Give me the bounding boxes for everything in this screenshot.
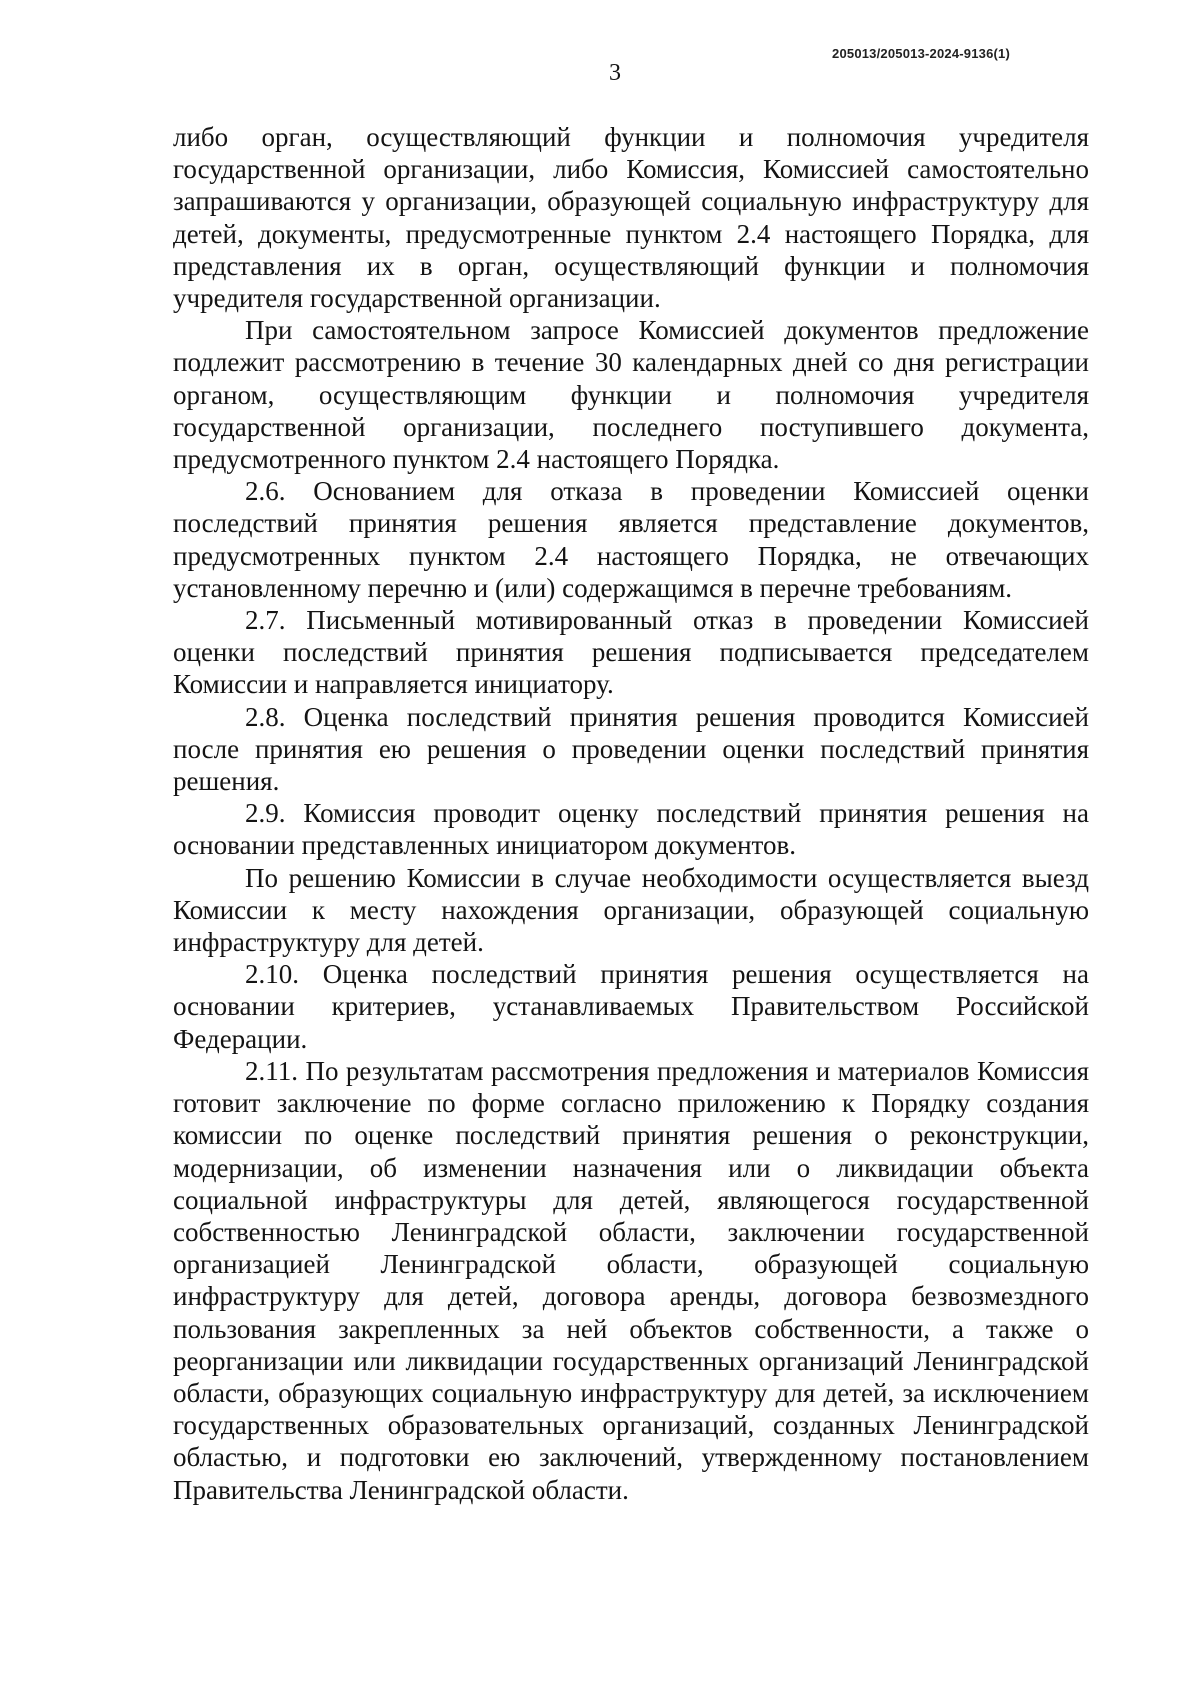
document-body [173, 121, 1089, 1506]
paragraph-2-9: 2.9. Комиссия проводит оценку последствий принятия решения на основании представленных инициатором документов. [173, 798, 1089, 861]
paragraph-2-8: 2.8. Оценка последствий принятия решения проводится Комиссией после принятия ею решения о проведении оценки последствий принятия решения. [173, 701, 1089, 797]
document-id: 205013/205013-2024-9136(1) [832, 46, 1010, 61]
paragraph-2-6: 2.6. Основанием для отказа в проведении Комиссией оценки последствий принятия решения является представление документов, предусмотренных пунктом 2.4 настоящего Порядка, не отвечающих установленному перечню и (или) содержащимся в перечне требованиям. [173, 476, 1089, 603]
paragraph-2-11: 2.11. По результатам рассмотрения предложения и материалов Комиссия готовит заключение по форме согласно приложению к Порядку создания комиссии по оценке последствий принятия решения о реконструкции, модернизации, об изменении назначения или о ликвидации объекта социальной инфраструктуры для детей, являющегося государственной собственностью Ленинградской области, заключении государственной организацией Ленинградской области, образующей социальную инфраструктуру для детей, договора аренды, договора безвозмездного пользования закрепленных за ней объектов собственности, а также о реорганизации или ликвидации государственных организаций Ленинградской области, образующих социальную инфраструктуру для детей, за исключением государственных образовательных организаций, созданных Ленинградской областью, и подготовки ею заключений, утвержденному постановлением Правительства Ленинградской области. [173, 1055, 1089, 1505]
paragraph-2-7: 2.7. Письменный мотивированный отказ в проведении Комиссией оценки последствий принятия решения подписывается председателем Комиссии и направляется инициатору. [173, 605, 1089, 700]
paragraph-2-10: 2.10. Оценка последствий принятия решения осуществляется на основании критериев, устанавливаемых Правительством Российской Федерации. [173, 959, 1089, 1054]
paragraph-continuation: либо орган, осуществляющий функции и полномочия учредителя государственной организации, либо Комиссия, Комиссией самостоятельно запрашиваются у организации, образующей социальную инфраструктуру для детей, документы, предусмотренные пунктом 2.4 настоящего Порядка, для представления их в орган, осуществляющий функции и полномочия учредителя государственной организации. [173, 122, 1089, 314]
paragraph-self-request: При самостоятельном запросе Комиссией документов предложение подлежит рассмотрению в течение 30 календарных дней со дня регистрации органом, осуществляющим функции и полномочия учредителя государственной организации, последнего поступившего документа, предусмотренного пунктом 2.4 настоящего Порядка. [173, 315, 1089, 475]
page-number: 3 [609, 60, 621, 86]
paragraph-site-visit: По решению Комиссии в случае необходимости осуществляется выезд Комиссии к месту нахождения организации, образующей социальную инфраструктуру для детей. [173, 862, 1089, 958]
